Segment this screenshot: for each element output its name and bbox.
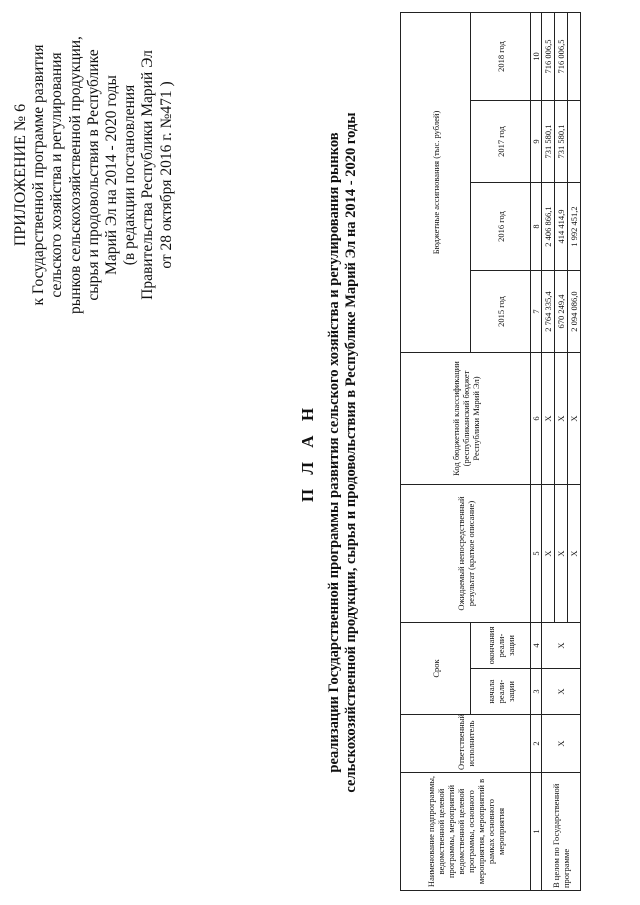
cell-2016: 1 992 451,2 — [568, 183, 581, 271]
row-executor: X — [542, 715, 581, 773]
row-name: В целом по Государственной программе — [542, 773, 581, 891]
appendix-line: сельского хозяйства и регулирования — [48, 52, 66, 298]
column-number: 6 — [531, 353, 542, 485]
header-budget: Бюджетные ассигнования (тыс. рублей) — [401, 13, 471, 353]
row-result: X — [555, 485, 568, 623]
cell-2017: 731 580,1 — [555, 101, 568, 183]
row-code: X — [568, 353, 581, 485]
row-code: X — [542, 353, 555, 485]
appendix-line: рынков сельскохозяйственной продукции, — [66, 36, 84, 314]
row-code: X — [555, 353, 568, 485]
appendix-line: сырья и продовольствия в Республике — [84, 49, 102, 301]
appendix-line: Марий Эл на 2014 - 2020 годы — [103, 75, 121, 275]
cell-2016: 414 414,9 — [555, 183, 568, 271]
table-row — [542, 13, 555, 891]
row-result: X — [568, 485, 581, 623]
header-term: Срок — [401, 623, 471, 715]
column-number: 8 — [531, 183, 542, 271]
cell-2017 — [568, 101, 581, 183]
column-number: 10 — [531, 13, 542, 101]
header-year-2018: 2018 год — [471, 13, 531, 101]
column-number: 5 — [531, 485, 542, 623]
cell-2018: 716 006,5 — [542, 13, 555, 101]
cell-2015: 670 249,4 — [555, 271, 568, 353]
appendix-title: ПРИЛОЖЕНИЕ № 6 — [12, 103, 29, 247]
header-result: Ожидаемый непосредственный результат (краткое описание) — [401, 485, 531, 623]
plan-heading: П Л А Н — [298, 402, 317, 503]
appendix-line: к Государственной программе развития — [30, 44, 48, 306]
header-year-2017: 2017 год — [471, 101, 531, 183]
plan-table — [400, 12, 581, 891]
cell-2016: 2 406 866,1 — [542, 183, 555, 271]
row-start: X — [542, 669, 581, 715]
cell-2018 — [568, 13, 581, 101]
header-name: Наименование подпрограммы, ведомственной целевой программы, мероприятий ведомственной целевой программы, основного мероприятия, мероприятий в рамках основного мероприятия — [401, 773, 531, 891]
cell-2015: 2 094 086,0 — [568, 271, 581, 353]
header-term-start: начала реали-зации — [471, 669, 531, 715]
appendix-line: (в редакции постановления — [121, 84, 139, 266]
row-result: X — [542, 485, 555, 623]
column-number: 1 — [531, 773, 542, 891]
header-year-2016: 2016 год — [471, 183, 531, 271]
column-number: 2 — [531, 715, 542, 773]
cell-2018: 716 006,5 — [555, 13, 568, 101]
plan-subtitle-line: реализации Государственной программы развития сельского хозяйства и регулирования рынков — [326, 132, 342, 773]
column-number: 3 — [531, 669, 542, 715]
plan-subtitle-line: сельскохозяйственной продукции, сырья и продовольствия в Республике Марий Эл на 2014 - 2020 годы — [343, 112, 359, 793]
column-number: 7 — [531, 271, 542, 353]
cell-2015: 2 764 335,4 — [542, 271, 555, 353]
plan-subtitle — [326, 0, 360, 905]
row-end: X — [542, 623, 581, 669]
appendix-line: от 28 октября 2016 г. №471 ) — [157, 81, 175, 269]
header-year-2015: 2015 год — [471, 271, 531, 353]
header-code: Код бюджетной классификации (республиканский бюджет Республики Марий Эл) — [401, 353, 531, 485]
column-number: 4 — [531, 623, 542, 669]
appendix-block — [12, 15, 176, 335]
header-executor: Ответственный исполнитель — [401, 715, 531, 773]
column-number: 9 — [531, 101, 542, 183]
appendix-line: Правительства Республики Марий Эл — [139, 50, 157, 300]
header-term-end: окончания реали-зации — [471, 623, 531, 669]
cell-2017: 731 580,1 — [542, 101, 555, 183]
